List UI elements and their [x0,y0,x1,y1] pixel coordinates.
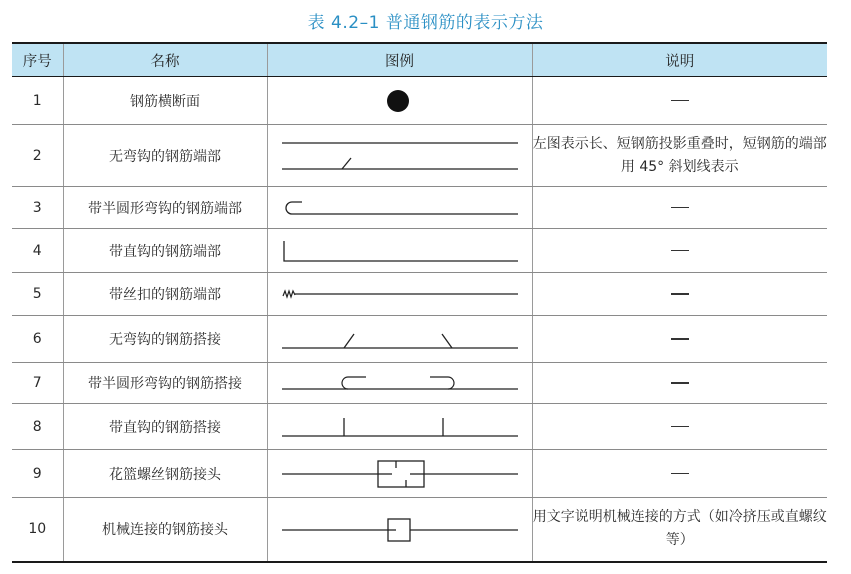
rebar-end-threaded-icon [280,279,520,309]
table-row [12,229,827,273]
row-index: 1 [12,77,63,125]
row-index: 4 [12,229,63,273]
row-name: 机械连接的钢筋接头 [63,498,267,562]
row-index: 8 [12,404,63,450]
table-row [12,316,827,363]
empty-description-dash [671,293,689,294]
table-title: 表 4.2–1 普通钢筋的表示方法 [307,13,544,33]
row-index: 2 [12,125,63,187]
rebar-lap-no-hook-icon [280,322,520,356]
header-figure: 图例 [267,43,532,77]
rebar-end-straight-hook-icon [280,235,520,267]
table-row [12,450,827,498]
empty-description-dash [671,207,689,208]
mechanical-coupler-joint-icon [280,511,520,547]
row-index: 7 [12,363,63,404]
row-name: 无弯钩的钢筋端部 [63,125,267,187]
header-description: 说明 [532,43,827,77]
rebar-end-no-hook-icon [280,131,520,181]
row-description: 用文字说明机械连接的方式（如冷挤压或直螺纹等） [532,498,827,562]
row-name: 无弯钩的钢筋搭接 [63,316,267,363]
row-name: 花篮螺丝钢筋接头 [63,450,267,498]
empty-description-dash [671,250,689,251]
empty-description-dash [671,382,689,383]
table-row [12,363,827,404]
row-name: 带直钩的钢筋搭接 [63,404,267,450]
turnbuckle-joint-icon [280,456,520,492]
row-index: 6 [12,316,63,363]
row-name: 带丝扣的钢筋端部 [63,273,267,316]
row-index: 10 [12,498,63,562]
header-row [12,43,827,77]
row-name: 带半圆形弯钩的钢筋搭接 [63,363,267,404]
empty-description-dash [671,473,689,474]
table-row [12,273,827,316]
header-name: 名称 [63,43,267,77]
table-row [12,77,827,125]
row-index: 3 [12,187,63,229]
rebar-end-semicircular-hook-icon [280,193,520,223]
table-row [12,404,827,450]
rebar-cross-section-icon [280,86,520,116]
row-description: 左图表示长、短钢筋投影重叠时，短钢筋的端部用 45° 斜划线表示 [532,125,827,187]
table-row [12,498,827,562]
empty-description-dash [671,100,689,101]
empty-description-dash [671,338,689,339]
row-name: 钢筋横断面 [63,77,267,125]
empty-description-dash [671,426,689,427]
table-row [12,125,827,187]
row-index: 9 [12,450,63,498]
rebar-notation-table [12,42,827,563]
row-index: 5 [12,273,63,316]
rebar-lap-straight-hook-icon [280,410,520,444]
table-row [12,187,827,229]
row-name: 带直钩的钢筋端部 [63,229,267,273]
rebar-lap-semicircular-hook-icon [280,368,520,398]
header-index: 序号 [12,43,63,77]
row-name: 带半圆形弯钩的钢筋端部 [63,187,267,229]
